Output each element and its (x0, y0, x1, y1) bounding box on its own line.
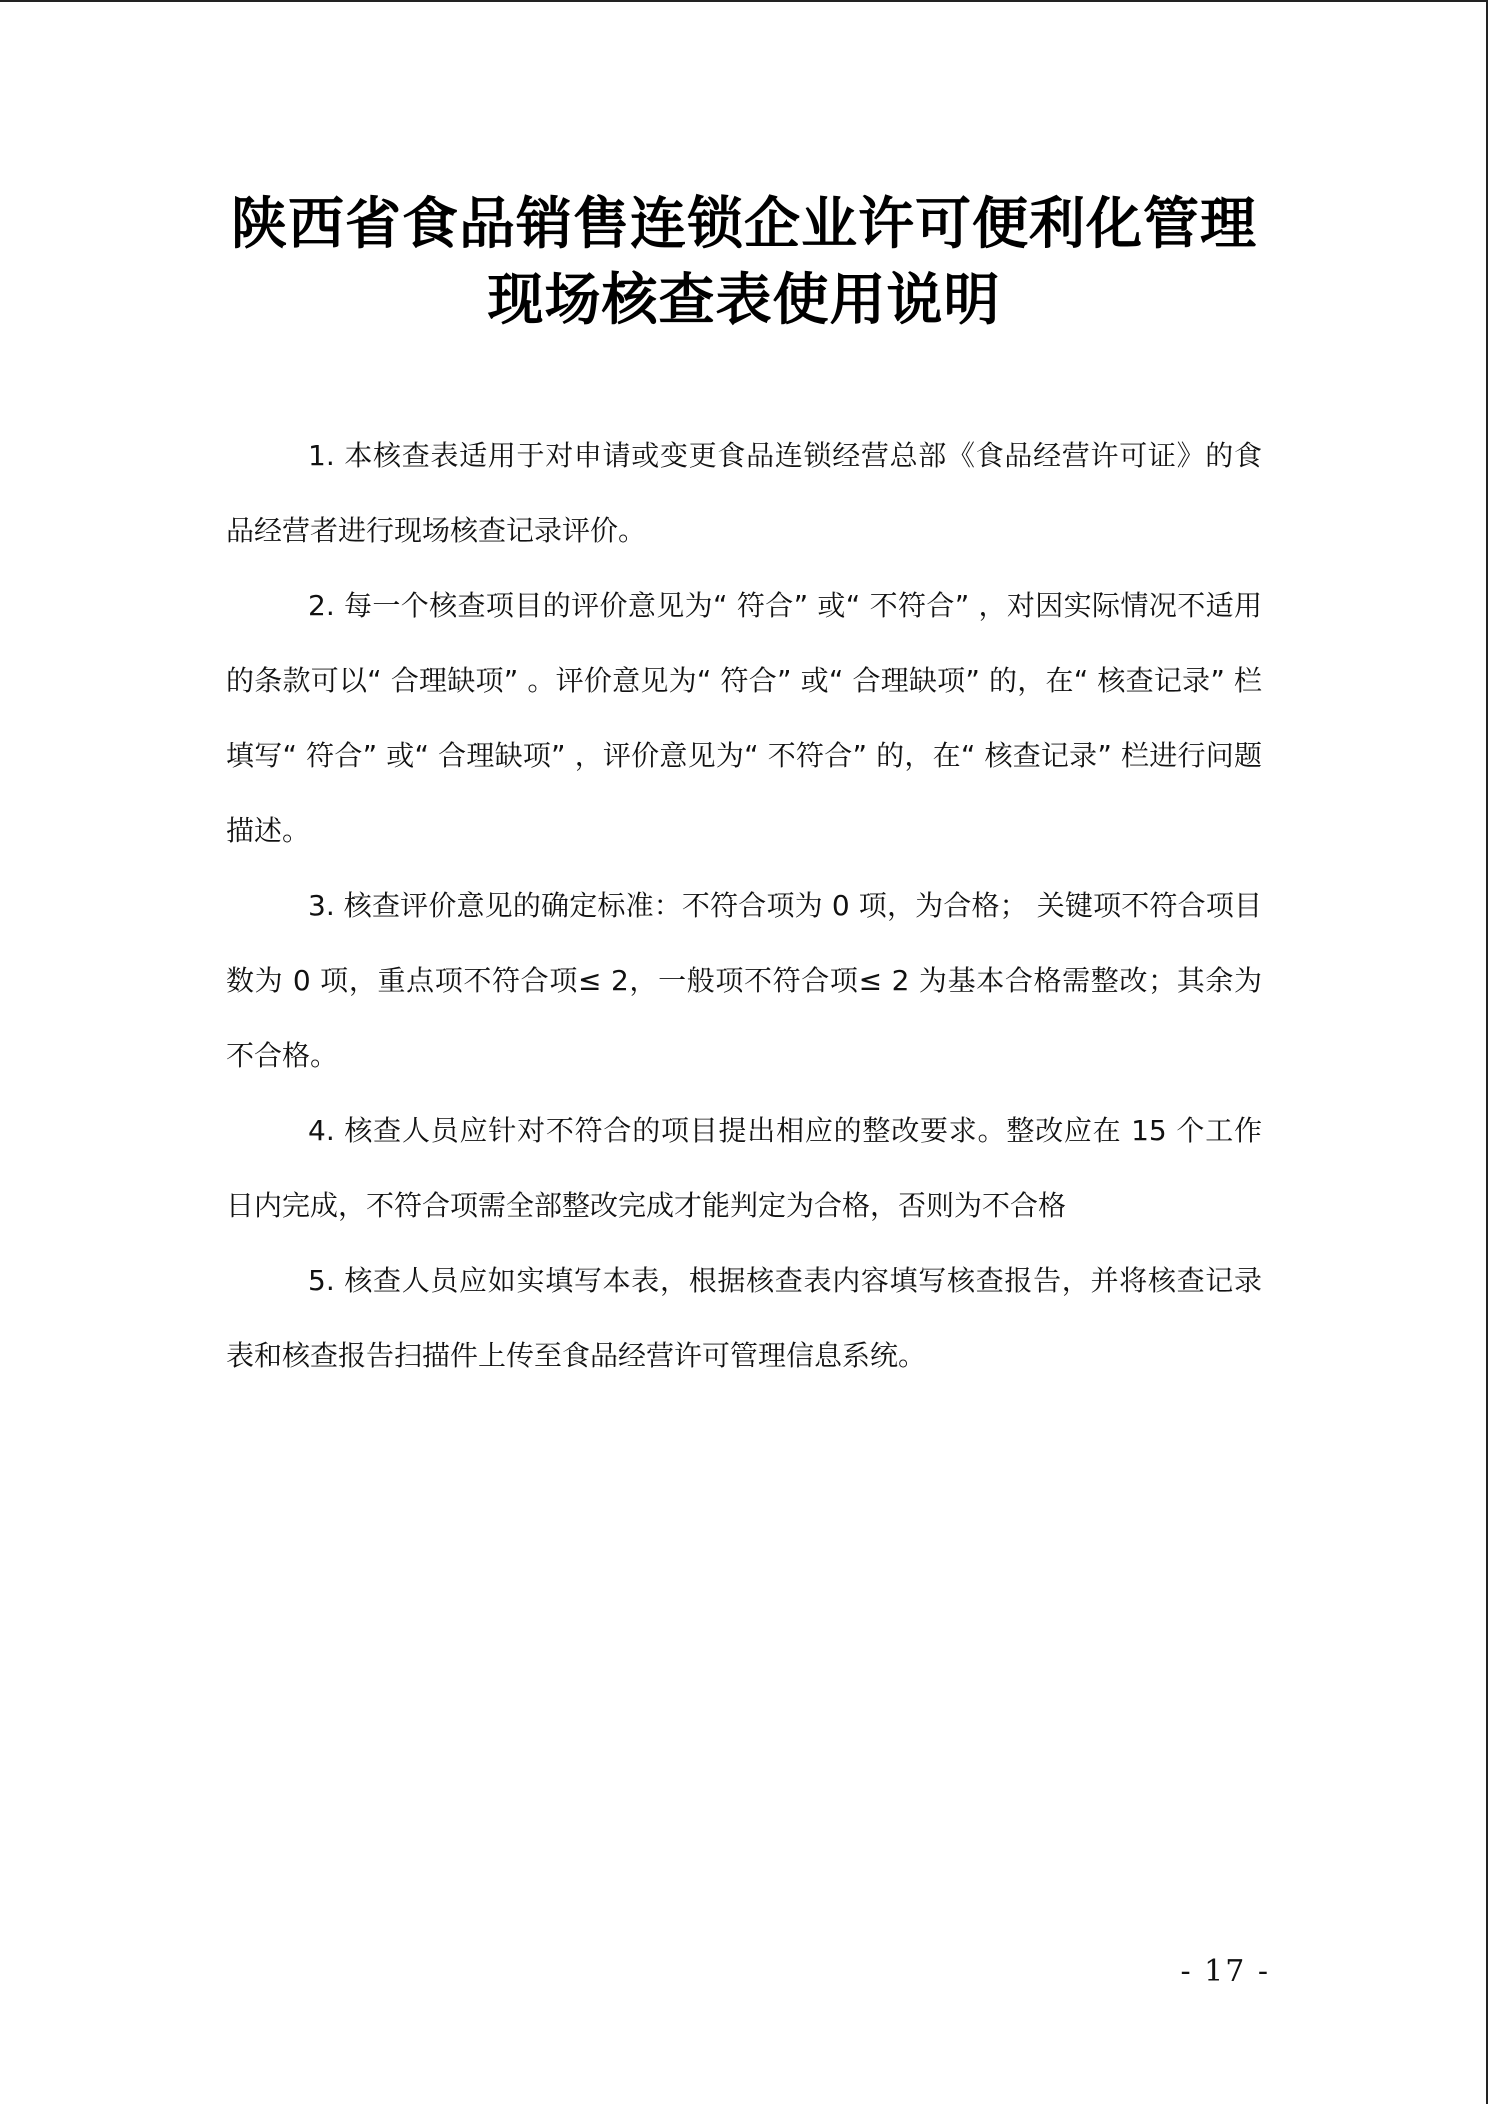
paragraph-1: 1. 本核查表适用于对申请或变更食品连锁经营总部《食品经营许可证》的食品经营者进行现场核查记录评价。 (226, 439, 1262, 547)
paragraph-2: 2. 每一个核查项目的评价意见为“ 符合” 或“ 不符合” ，对因实际情况不适用的条款可以“ 合理缺项” 。评价意见为“ 符合” 或“ 合理缺项” 的，在“ 核查记录” 栏填写“ 符合” 或“ 合理缺项” ，评价意见为“ 不符合” 的，在“ 核查记录” 栏进行问题描述。 (226, 589, 1262, 847)
document-body (226, 418, 1262, 1393)
document-title (226, 186, 1262, 338)
page-number: - 17 - (1180, 1954, 1270, 1989)
paragraph-4: 4. 核查人员应针对不符合的项目提出相应的整改要求。整改应在 15 个工作日内完成，不符合项需全部整改完成才能判定为合格，否则为不合格 (226, 1114, 1262, 1222)
paragraph-5: 5. 核查人员应如实填写本表，根据核查表内容填写核查报告，并将核查记录表和核查报告扫描件上传至食品经营许可管理信息系统。 (226, 1264, 1262, 1372)
title-line-1: 陕西省食品销售连锁企业许可便利化管理 (231, 191, 1257, 257)
paragraph-3: 3. 核查评价意见的确定标准：不符合项为 0 项，为合格； 关键项不符合项目数为 0 项，重点项不符合项≤ 2，一般项不符合项≤ 2 为基本合格需整改；其余为不合格。 (226, 889, 1262, 1072)
title-line-2: 现场核查表使用说明 (487, 267, 1001, 333)
page-border-top (0, 0, 1488, 2)
